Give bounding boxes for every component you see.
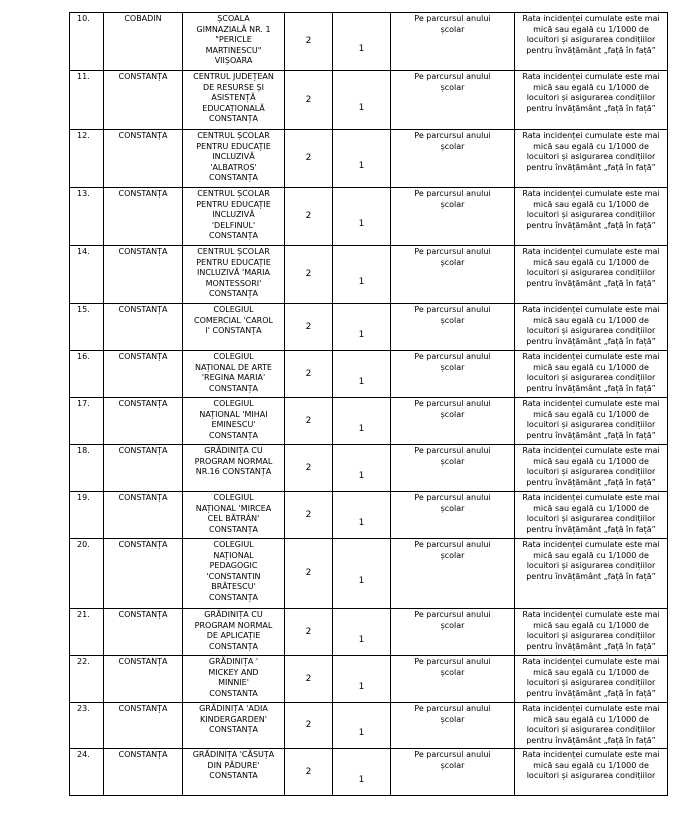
- table-row: [70, 304, 668, 351]
- value-b-cell: [333, 703, 391, 749]
- table-row: [70, 188, 668, 246]
- locality-cell: [104, 539, 183, 609]
- school-name-cell: [183, 304, 285, 351]
- value-b-cell-text: 1: [358, 681, 365, 692]
- period-cell: [391, 304, 515, 351]
- value-a-cell: [285, 71, 333, 130]
- value-b-cell: [333, 13, 391, 71]
- condition-cell: [515, 656, 668, 703]
- table-row: [70, 539, 668, 609]
- value-a-cell: [285, 246, 333, 304]
- row-number: [70, 246, 104, 304]
- locality-cell-text: CONSTANȚA: [118, 131, 168, 140]
- value-a-cell-text: 2: [305, 211, 312, 222]
- period-cell-text: Pe parcursul anului școlar: [414, 493, 491, 513]
- condition-cell: [515, 539, 668, 609]
- school-name-cell: [183, 351, 285, 398]
- school-name-cell: [183, 130, 285, 188]
- value-b-cell-text: 1: [358, 329, 365, 340]
- locality-cell-text: CONSTANȚA: [118, 610, 168, 619]
- locality-cell-text: CONSTANȚA: [118, 189, 168, 198]
- locality-cell-text: CONSTANȚA: [118, 399, 168, 408]
- locality-cell: [104, 492, 183, 539]
- value-b-cell-text: 1: [358, 774, 365, 785]
- condition-cell-text: Rata incidenței cumulate este mai mică sau egală cu 1/1000 de locuitori și asigurarea condițiilor pentru învățământ „față în față”: [522, 14, 660, 55]
- condition-cell-text: Rata incidenței cumulate este mai mică sau egală cu 1/1000 de locuitori și asigurarea condițiilor pentru învățământ „față în față”: [522, 657, 660, 698]
- locality-cell: [104, 304, 183, 351]
- locality-cell: [104, 703, 183, 749]
- period-cell: [391, 609, 515, 656]
- condition-cell-text: Rata incidenței cumulate este mai mică sau egală cu 1/1000 de locuitori și asigurarea condițiilor pentru învățământ „față în față”: [522, 399, 660, 440]
- value-a-cell-text: 2: [305, 94, 312, 105]
- locality-cell: [104, 749, 183, 796]
- row-number: [70, 703, 104, 749]
- condition-cell-text: Rata incidenței cumulate este mai mică sau egală cu 1/1000 de locuitori și asigurarea condițiilor pentru învățământ „față în față”: [522, 540, 660, 581]
- value-b-cell: [333, 188, 391, 246]
- table-row: [70, 492, 668, 539]
- row-number-text: 19.: [77, 493, 90, 502]
- value-a-cell-text: 2: [305, 509, 312, 520]
- value-b-cell-text: 1: [358, 423, 365, 434]
- locality-cell: [104, 351, 183, 398]
- row-number: [70, 445, 104, 492]
- period-cell-text: Pe parcursul anului școlar: [414, 704, 491, 724]
- value-a-cell: [285, 749, 333, 796]
- value-b-cell: [333, 749, 391, 796]
- value-a-cell-text: 2: [305, 568, 312, 579]
- school-name-cell: [183, 398, 285, 445]
- row-number-text: 18.: [77, 446, 90, 455]
- condition-cell-text: Rata incidenței cumulate este mai mică sau egală cu 1/1000 de locuitori și asigurarea condițiilor pentru învățământ „față în față”: [522, 305, 660, 346]
- condition-cell-text: Rata incidenței cumulate este mai mică sau egală cu 1/1000 de locuitori și asigurarea condițiilor pentru învățământ „față în față”: [522, 704, 660, 745]
- row-number-text: 21.: [77, 610, 90, 619]
- value-b-cell: [333, 130, 391, 188]
- school-name-cell: [183, 703, 285, 749]
- period-cell: [391, 445, 515, 492]
- row-number: [70, 13, 104, 71]
- school-name-cell: [183, 13, 285, 71]
- row-number: [70, 539, 104, 609]
- school-name-cell-text: GRĂDINIȚA 'ADIA KINDERGARDEN' CONSTANȚA: [199, 704, 268, 734]
- value-b-cell-text: 1: [358, 470, 365, 481]
- school-name-cell: [183, 492, 285, 539]
- condition-cell-text: Rata incidenței cumulate este mai mică sau egală cu 1/1000 de locuitori și asigurarea condițiilor pentru învățământ „față în față”: [522, 493, 660, 534]
- row-number: [70, 351, 104, 398]
- condition-cell: [515, 609, 668, 656]
- period-cell: [391, 492, 515, 539]
- locality-cell: [104, 130, 183, 188]
- value-a-cell-text: 2: [305, 269, 312, 280]
- condition-cell: [515, 246, 668, 304]
- value-a-cell: [285, 188, 333, 246]
- condition-cell: [515, 304, 668, 351]
- period-cell-text: Pe parcursul anului școlar: [414, 540, 491, 560]
- value-a-cell-text: 2: [305, 626, 312, 637]
- row-number-text: 20.: [77, 540, 90, 549]
- value-a-cell-text: 2: [305, 720, 312, 731]
- period-cell: [391, 656, 515, 703]
- period-cell-text: Pe parcursul anului școlar: [414, 610, 491, 630]
- school-name-cell-text: COLEGIUL NAȚIONAL 'MIHAI EMINESCU' CONSTANȚA: [199, 399, 268, 440]
- value-a-cell-text: 2: [305, 462, 312, 473]
- locality-cell-text: CONSTANȚA: [118, 247, 168, 256]
- locality-cell-text: CONSTANȚA: [118, 72, 168, 81]
- locality-cell: [104, 609, 183, 656]
- table-row: [70, 13, 668, 71]
- locality-cell: [104, 656, 183, 703]
- table-row: [70, 71, 668, 130]
- school-name-cell-text: GRĂDINIȚA CU PROGRAM NORMAL DE APLICAȚIE CONSTANȚA: [194, 610, 273, 651]
- period-cell-text: Pe parcursul anului școlar: [414, 352, 491, 372]
- period-cell: [391, 703, 515, 749]
- row-number: [70, 188, 104, 246]
- value-a-cell-text: 2: [305, 368, 312, 379]
- row-number-text: 14.: [77, 247, 90, 256]
- table-row: [70, 445, 668, 492]
- school-name-cell-text: COLEGIUL COMERCIAL 'CAROL I' CONSTANȚA: [194, 305, 273, 335]
- table-row: [70, 130, 668, 188]
- value-b-cell: [333, 609, 391, 656]
- period-cell-text: Pe parcursul anului școlar: [414, 247, 491, 267]
- row-number-text: 13.: [77, 189, 90, 198]
- condition-cell: [515, 130, 668, 188]
- condition-cell: [515, 398, 668, 445]
- locality-cell-text: CONSTANȚA: [118, 446, 168, 455]
- row-number: [70, 398, 104, 445]
- value-a-cell: [285, 492, 333, 539]
- condition-cell: [515, 351, 668, 398]
- value-b-cell-text: 1: [358, 517, 365, 528]
- value-b-cell-text: 1: [358, 634, 365, 645]
- value-a-cell: [285, 445, 333, 492]
- school-name-cell-text: COLEGIUL NAȚIONAL PEDAGOGIC 'CONSTANTIN BRĂTESCU' CONSTANȚA: [206, 540, 261, 602]
- period-cell: [391, 246, 515, 304]
- school-name-cell-text: CENTRUL ȘCOLAR PENTRU EDUCAȚIE INCLUZIVĂ 'DELFINUL' CONSTANȚA: [196, 189, 271, 240]
- table-row: [70, 398, 668, 445]
- locality-cell: [104, 13, 183, 71]
- locality-cell: [104, 188, 183, 246]
- value-a-cell: [285, 351, 333, 398]
- locality-cell-text: CONSTANȚA: [118, 657, 168, 666]
- school-name-cell-text: GRĂDINIȚA CU PROGRAM NORMAL NR.16 CONSTANȚA: [194, 446, 273, 476]
- locality-cell: [104, 445, 183, 492]
- locality-cell-text: CONSTANȚA: [118, 352, 168, 361]
- row-number-text: 12.: [77, 131, 90, 140]
- value-a-cell-text: 2: [305, 673, 312, 684]
- table-row: [70, 749, 668, 796]
- locality-cell-text: CONSTANȚA: [118, 750, 168, 759]
- condition-cell-text: Rata incidenței cumulate este mai mică sau egală cu 1/1000 de locuitori și asigurarea condițiilor: [522, 750, 660, 780]
- value-b-cell: [333, 351, 391, 398]
- school-name-cell-text: ȘCOALA GIMNAZIALĂ NR. 1 "PERICLE MARTINESCU" VIIȘOARA: [196, 14, 271, 65]
- value-a-cell-text: 2: [305, 415, 312, 426]
- locality-cell: [104, 246, 183, 304]
- school-name-cell-text: CENTRUL JUDEȚEAN DE RESURSE ȘI ASISTENȚĂ EDUCAȚIONALĂ CONSTANȚA: [193, 72, 274, 123]
- period-cell-text: Pe parcursul anului școlar: [414, 446, 491, 466]
- value-b-cell-text: 1: [358, 44, 365, 55]
- value-a-cell: [285, 398, 333, 445]
- value-b-cell: [333, 71, 391, 130]
- value-b-cell: [333, 445, 391, 492]
- condition-cell-text: Rata incidenței cumulate este mai mică sau egală cu 1/1000 de locuitori și asigurarea condițiilor pentru învățământ „față în față”: [522, 352, 660, 393]
- school-name-cell-text: CENTRUL ȘCOLAR PENTRU EDUCAȚIE INCLUZIVĂ 'ALBATROS' CONSTANȚA: [196, 131, 271, 182]
- value-b-cell-text: 1: [358, 277, 365, 288]
- period-cell-text: Pe parcursul anului școlar: [414, 750, 491, 770]
- period-cell: [391, 398, 515, 445]
- value-a-cell: [285, 130, 333, 188]
- row-number: [70, 304, 104, 351]
- row-number-text: 11.: [77, 72, 90, 81]
- period-cell: [391, 13, 515, 71]
- row-number: [70, 130, 104, 188]
- row-number-text: 17.: [77, 399, 90, 408]
- condition-cell-text: Rata incidenței cumulate este mai mică sau egală cu 1/1000 de locuitori și asigurarea condițiilor pentru învățământ „față în față”: [522, 446, 660, 487]
- school-name-cell: [183, 609, 285, 656]
- row-number: [70, 656, 104, 703]
- row-number-text: 22.: [77, 657, 90, 666]
- period-cell-text: Pe parcursul anului școlar: [414, 305, 491, 325]
- locality-cell: [104, 398, 183, 445]
- school-name-cell-text: CENTRUL ȘCOLAR PENTRU EDUCAȚIE INCLUZIVĂ 'MARIA MONTESSORI' CONSTANȚA: [196, 247, 271, 298]
- condition-cell: [515, 71, 668, 130]
- period-cell-text: Pe parcursul anului școlar: [414, 657, 491, 677]
- condition-cell: [515, 13, 668, 71]
- condition-cell: [515, 188, 668, 246]
- period-cell: [391, 539, 515, 609]
- period-cell: [391, 749, 515, 796]
- period-cell-text: Pe parcursul anului școlar: [414, 72, 491, 92]
- row-number-text: 24.: [77, 750, 90, 759]
- locality-cell-text: CONSTANȚA: [118, 493, 168, 502]
- row-number-text: 15.: [77, 305, 90, 314]
- locality-cell-text: CONSTANȚA: [118, 540, 168, 549]
- table-row: [70, 703, 668, 749]
- value-b-cell-text: 1: [358, 102, 365, 113]
- value-b-cell-text: 1: [358, 576, 365, 587]
- value-b-cell: [333, 539, 391, 609]
- condition-cell: [515, 445, 668, 492]
- row-number: [70, 492, 104, 539]
- condition-cell: [515, 703, 668, 749]
- value-a-cell: [285, 609, 333, 656]
- condition-cell-text: Rata incidenței cumulate este mai mică sau egală cu 1/1000 de locuitori și asigurarea condițiilor pentru învățământ „față în față”: [522, 72, 660, 113]
- school-name-cell-text: GRĂDINIȚA ' MICKEY AND MINNIE' CONSTANTA: [208, 657, 259, 698]
- condition-cell-text: Rata incidenței cumulate este mai mică sau egală cu 1/1000 de locuitori și asigurarea condițiilor pentru învățământ „față în față”: [522, 610, 660, 651]
- value-a-cell: [285, 13, 333, 71]
- table-body: [70, 13, 668, 796]
- value-b-cell-text: 1: [358, 219, 365, 230]
- row-number-text: 16.: [77, 352, 90, 361]
- row-number: [70, 71, 104, 130]
- period-cell: [391, 351, 515, 398]
- period-cell: [391, 188, 515, 246]
- row-number: [70, 749, 104, 796]
- table-row: [70, 246, 668, 304]
- value-b-cell: [333, 398, 391, 445]
- schools-table: [69, 12, 668, 796]
- school-name-cell: [183, 71, 285, 130]
- table-row: [70, 609, 668, 656]
- period-cell-text: Pe parcursul anului școlar: [414, 131, 491, 151]
- value-b-cell-text: 1: [358, 161, 365, 172]
- value-a-cell: [285, 656, 333, 703]
- period-cell: [391, 71, 515, 130]
- school-name-cell-text: GRĂDINIȚA 'CĂSUȚA DIN PĂDURE' CONSTANTA: [192, 750, 275, 780]
- value-b-cell: [333, 492, 391, 539]
- school-name-cell: [183, 246, 285, 304]
- table-row: [70, 656, 668, 703]
- value-b-cell: [333, 656, 391, 703]
- school-name-cell-text: COLEGIUL NAȚIONAL 'MIRCEA CEL BĂTRÂN' CONSTANȚA: [195, 493, 272, 534]
- condition-cell-text: Rata incidenței cumulate este mai mică sau egală cu 1/1000 de locuitori și asigurarea condițiilor pentru învățământ „față în față”: [522, 189, 660, 230]
- value-b-cell-text: 1: [358, 376, 365, 387]
- value-a-cell: [285, 703, 333, 749]
- value-a-cell-text: 2: [305, 36, 312, 47]
- value-a-cell: [285, 304, 333, 351]
- locality-cell-text: CONSTANȚA: [118, 305, 168, 314]
- row-number-text: 10.: [77, 14, 90, 23]
- condition-cell-text: Rata incidenței cumulate este mai mică sau egală cu 1/1000 de locuitori și asigurarea condițiilor pentru învățământ „față în față”: [522, 247, 660, 288]
- school-name-cell: [183, 656, 285, 703]
- locality-cell-text: COBADIN: [124, 14, 162, 23]
- locality-cell: [104, 71, 183, 130]
- value-a-cell-text: 2: [305, 153, 312, 164]
- period-cell-text: Pe parcursul anului școlar: [414, 399, 491, 419]
- value-a-cell-text: 2: [305, 766, 312, 777]
- school-name-cell: [183, 749, 285, 796]
- school-name-cell: [183, 445, 285, 492]
- value-a-cell-text: 2: [305, 321, 312, 332]
- value-b-cell-text: 1: [358, 728, 365, 739]
- table-row: [70, 351, 668, 398]
- condition-cell-text: Rata incidenței cumulate este mai mică sau egală cu 1/1000 de locuitori și asigurarea condițiilor pentru învățământ „față în față”: [522, 131, 660, 172]
- period-cell: [391, 130, 515, 188]
- row-number: [70, 609, 104, 656]
- school-name-cell: [183, 539, 285, 609]
- school-name-cell-text: COLEGIUL NAȚIONAL DE ARTE 'REGINA MARIA' CONSTANȚA: [195, 352, 272, 393]
- value-b-cell: [333, 246, 391, 304]
- value-a-cell: [285, 539, 333, 609]
- period-cell-text: Pe parcursul anului școlar: [414, 14, 491, 34]
- school-name-cell: [183, 188, 285, 246]
- value-b-cell: [333, 304, 391, 351]
- condition-cell: [515, 492, 668, 539]
- locality-cell-text: CONSTANȚA: [118, 704, 168, 713]
- row-number-text: 23.: [77, 704, 90, 713]
- condition-cell: [515, 749, 668, 796]
- period-cell-text: Pe parcursul anului școlar: [414, 189, 491, 209]
